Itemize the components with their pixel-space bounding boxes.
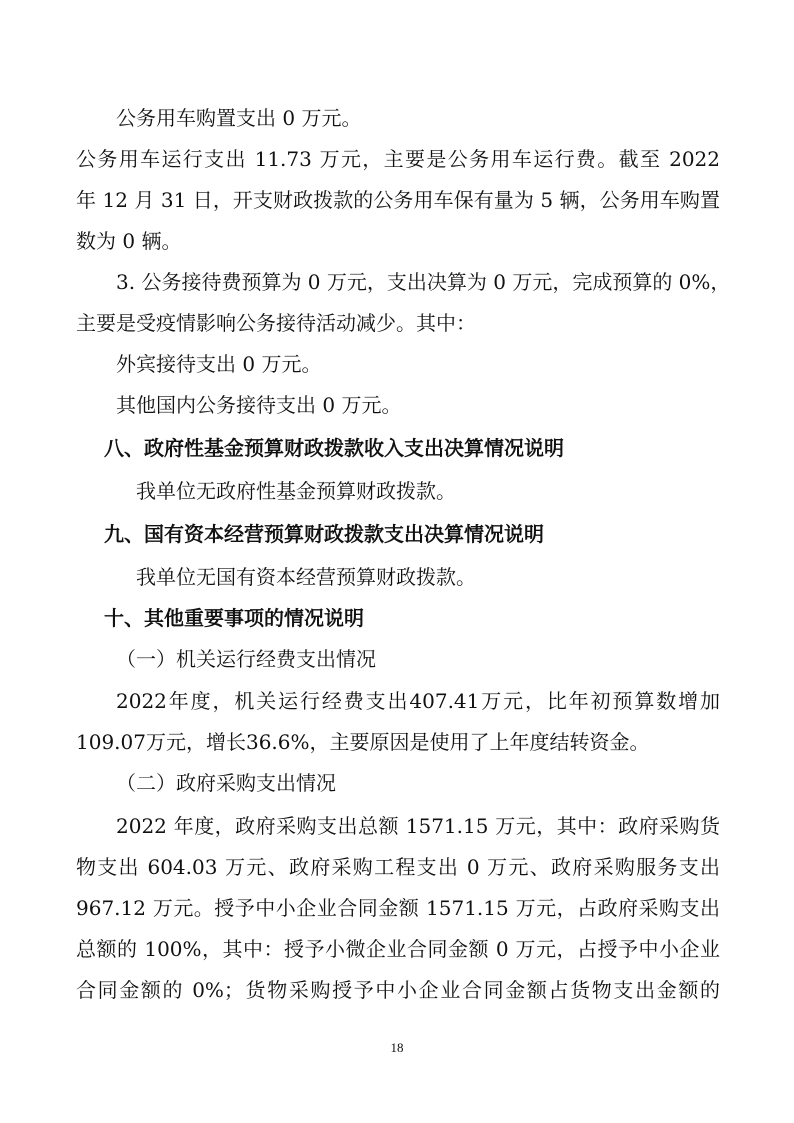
paragraph-line: 合同金额的 0%；货物采购授予中小企业合同金额占货物支出金额的 [76, 978, 720, 1002]
paragraph-line: 数为 0 辆。 [76, 229, 182, 253]
paragraph-line: 2022年度，机关运行经费支出407.41万元，比年初预算数增加 [116, 689, 720, 713]
paragraph-line: 主要是受疫情影响公务接待活动减少。其中： [76, 311, 476, 335]
paragraph-line: 2022 年度，政府采购支出总额 1571.15 万元，其中：政府采购货 [116, 814, 720, 838]
paragraph-line: 年 12 月 31 日，开支财政拨款的公务用车保有量为 5 辆，公务用车购置 [76, 188, 720, 212]
paragraph-line: 3. 公务接待费预算为 0 万元，支出决算为 0 万元，完成预算的 0%， [116, 270, 731, 294]
section-heading: 八、政府性基金预算财政拨款收入支出决算情况说明 [104, 436, 564, 460]
paragraph-line: 其他国内公务接待支出 0 万元。 [116, 393, 402, 417]
paragraph-line: 外宾接待支出 0 万元。 [116, 352, 322, 376]
subsection-heading: （二）政府采购支出情况 [116, 771, 336, 795]
paragraph-line: 我单位无国有资本经营预算财政拨款。 [136, 565, 476, 589]
section-heading: 九、国有资本经营预算财政拨款支出决算情况说明 [104, 522, 544, 546]
paragraph-line: 公务用车运行支出 11.73 万元，主要是公务用车运行费。截至 2022 [76, 147, 720, 171]
section-heading: 十、其他重要事项的情况说明 [104, 606, 364, 630]
paragraph-line: 总额的 100%，其中：授予小微企业合同金额 0 万元，占授予中小企业 [76, 937, 720, 961]
paragraph-line: 公务用车购置支出 0 万元。 [116, 106, 362, 130]
subsection-heading: （一）机关运行经费支出情况 [116, 647, 376, 671]
paragraph-line: 967.12 万元。授予中小企业合同金额 1571.15 万元，占政府采购支出 [76, 896, 720, 920]
paragraph-line: 我单位无政府性基金预算财政拨款。 [136, 479, 456, 503]
page-number: 18 [390, 1040, 404, 1055]
paragraph-line: 109.07万元，增长36.6%，主要原因是使用了上年度结转资金。 [76, 730, 650, 754]
paragraph-line: 物支出 604.03 万元、政府采购工程支出 0 万元、政府采购服务支出 [76, 855, 720, 879]
